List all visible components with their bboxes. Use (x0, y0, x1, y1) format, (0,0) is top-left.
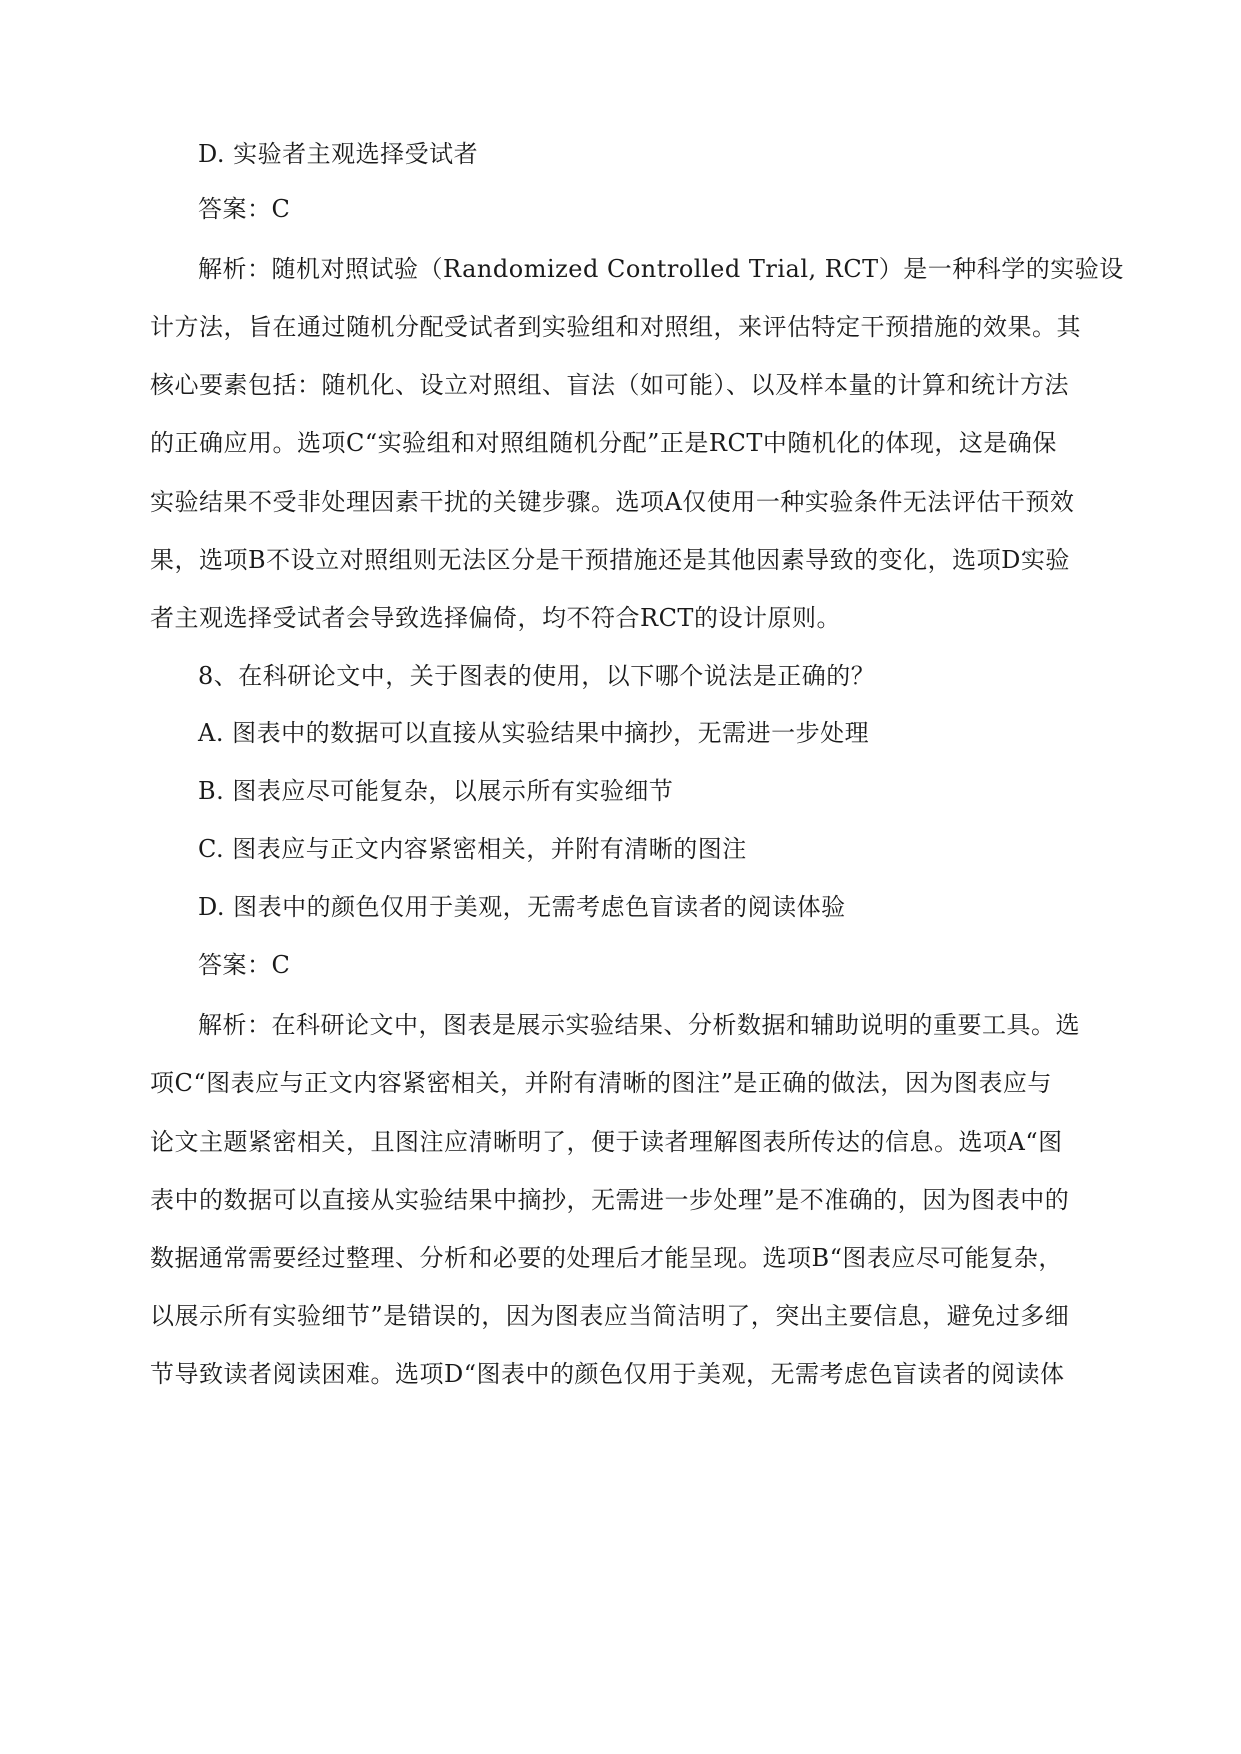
q7-analysis-line: 果，选项B不设立对照组则无法区分是干预措施还是其他因素导致的变化，选项D实验 (150, 546, 1070, 574)
q7-option-d: D. 实验者主观选择受试者 (198, 140, 479, 168)
q8-analysis-line: 论文主题紧密相关，且图注应清晰明了，便于读者理解图表所传达的信息。选项A“图 (150, 1128, 1063, 1156)
q8-analysis-line: 数据通常需要经过整理、分析和必要的处理后才能呈现。选项B“图表应尽可能复杂， (150, 1244, 1063, 1272)
q7-analysis-line: 实验结果不受非处理因素干扰的关键步骤。选项A仅使用一种实验条件无法评估干预效 (150, 488, 1075, 516)
q8-option-c: C. 图表应与正文内容紧密相关，并附有清晰的图注 (198, 835, 747, 863)
q8-option-a: A. 图表中的数据可以直接从实验结果中摘抄，无需进一步处理 (198, 719, 870, 747)
q8-analysis-line: 节导致读者阅读困难。选项D“图表中的颜色仅用于美观，无需考虑色盲读者的阅读体 (150, 1360, 1065, 1388)
q7-analysis-line: 核心要素包括：随机化、设立对照组、盲法（如可能）、以及样本量的计算和统计方法 (150, 371, 1069, 399)
q8-option-d: D. 图表中的颜色仅用于美观，无需考虑色盲读者的阅读体验 (198, 893, 846, 921)
q7-answer: 答案：C (198, 195, 291, 223)
q7-analysis-line: 者主观选择受试者会导致选择偏倚，均不符合RCT的设计原则。 (150, 604, 841, 632)
q8-analysis-line: 以展示所有实验细节”是错误的，因为图表应当简洁明了，突出主要信息，避免过多细 (150, 1302, 1070, 1330)
q8-analysis-line: 表中的数据可以直接从实验结果中摘抄，无需进一步处理”是不准确的，因为图表中的 (150, 1186, 1070, 1214)
q7-analysis-line: 计方法，旨在通过随机分配受试者到实验组和对照组，来评估特定干预措施的效果。其 (150, 313, 1081, 341)
q8-analysis-line: 解析：在科研论文中，图表是展示实验结果、分析数据和辅助说明的重要工具。选 (198, 1011, 1080, 1039)
q7-analysis-line: 的正确应用。选项C“实验组和对照组随机分配”正是RCT中随机化的体现，这是确保 (150, 429, 1057, 457)
q8-option-b: B. 图表应尽可能复杂，以展示所有实验细节 (198, 777, 674, 805)
q8-analysis-line: 项C“图表应与正文内容紧密相关，并附有清晰的图注”是正确的做法，因为图表应与 (150, 1069, 1052, 1097)
q7-analysis-line: 解析：随机对照试验（Randomized Controlled Trial, RCT）是一种科学的实验设 (198, 255, 1124, 283)
q8-answer: 答案：C (198, 951, 291, 979)
q8-question: 8、在科研论文中，关于图表的使用，以下哪个说法是正确的？ (198, 662, 876, 690)
